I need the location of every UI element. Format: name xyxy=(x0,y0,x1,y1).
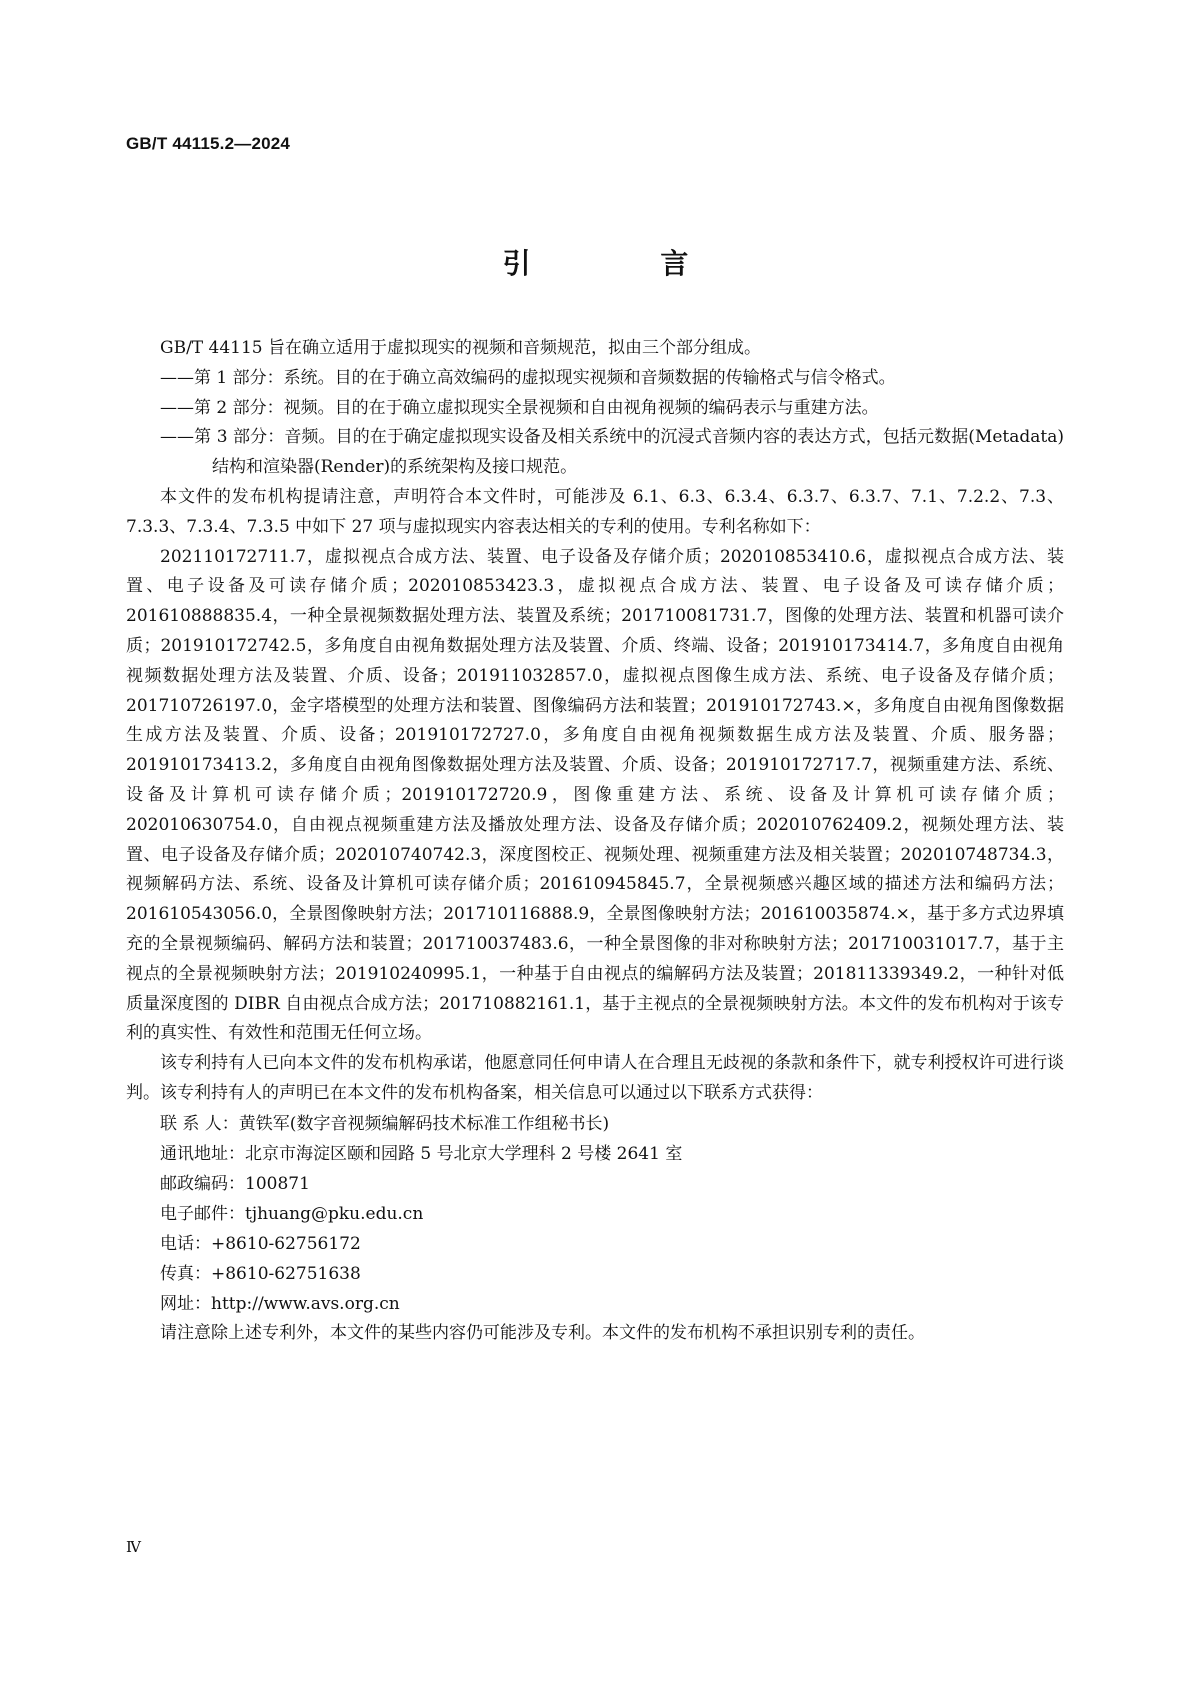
contact-website: 网址：http://www.avs.org.cn xyxy=(160,1293,400,1314)
contact-address: 通讯地址：北京市海淀区颐和园路 5 号北京大学理科 2 号楼 2641 室 xyxy=(160,1143,683,1164)
intro-paragraph: GB/T 44115 旨在确立适用于虚拟现实的视频和音频规范，拟由三个部分组成。 xyxy=(160,338,762,358)
patent-notice-paragraph: 本文件的发布机构提请注意，声明符合本文件时，可能涉及 6.1、6.3、6.3.4、6.3.7、6.3.7、7.1、7.2.2、7.3、7.3.3、7.3.4、7.3.5 中如下 27 项与虚拟现实内容表达相关的专利的使用。专利名称如下： xyxy=(126,486,1064,537)
contact-phone: 电话：+8610-62756172 xyxy=(160,1233,361,1254)
standard-code: GB/T 44115.2—2024 xyxy=(126,134,291,153)
contact-postcode: 邮政编码：100871 xyxy=(160,1173,310,1194)
page-number: Ⅳ xyxy=(126,1538,141,1556)
document-body xyxy=(126,334,1064,1349)
patent-list-paragraph: 202110172711.7，虚拟视点合成方法、装置、电子设备及存储介质；202010853410.6，虚拟视点合成方法、装置、电子设备及可读存储介质；202010853423.3，虚拟视点合成方法、装置、电子设备及可读存储介质；201610888835.4，一种全景视频数据处理方法、装置及系统；201710081731.7，图像的处理方法、装置和机器可读介质；201910172742.5，多角度自由视角数据处理方法及装置、介质、终端、设备；201910173414.7，多角度自由视角视频数据处理方法及装置、介质、设备；201911032857.0，虚拟视点图像生成方法、系统、电子设备及存储介质；201710726197.0，金字塔模型的处理方法和装置、图像编码方法和装置；201910172743.×，多角度自由视角图像数据生成方法及装置、介质、设备；201910172727.0，多角度自由视角视频数据生成方法及装置、介质、服务器；201910173413.2，多角度自由视角图像数据处理方法及装置、介质、设备；201910172717.7，视频重建方法、系统、设备及计算机可读存储介质；201910172720.9，图像重建方法、系统、设备及计算机可读存储介质；202010630754.0，自由视点视频重建方法及播放处理方法、设备及存储介质；202010762409.2，视频处理方法、装置、电子设备及存储介质；202010740742.3，深度图校正、视频处理、视频重建方法及相关装置；202010748734.3，视频解码方法、系统、设备及计算机可读存储介质；201610945845.7，全景视频感兴趣区域的描述方法和编码方法；201610543056.0，全景图像映射方法；201710116888.9，全景图像映射方法；201610035874.×，基于多方式边界填充的全景视频编码、解码方法和装置；201710037483.6，一种全景图像的非对称映射方法；201710031017.7，基于主视点的全景视频映射方法；201910240995.1，一种基于自由视点的编解码方法及装置；201811339349.2，一种针对低质量深度图的 DIBR 自由视点合成方法；201710882161.1，基于主视点的全景视频映射方法。本文件的发布机构对于该专利的真实性、有效性和范围无任何立场。 xyxy=(126,546,1064,1044)
part-3-item: ——第 3 部分：音频。目的在于确定虚拟现实设备及相关系统中的沉浸式音频内容的表达方式，包括元数据(Metadata)结构和渲染器(Render)的系统架构及接口规范。 xyxy=(160,427,1064,478)
closing-paragraph: 请注意除上述专利外，本文件的某些内容仍可能涉及专利。本文件的发布机构不承担识别专利的责任。 xyxy=(160,1322,925,1343)
page-title: 引 言 xyxy=(502,247,749,280)
contact-block xyxy=(126,1109,1064,1319)
contact-fax: 传真：+8610-62751638 xyxy=(160,1263,361,1284)
holder-statement-paragraph: 该专利持有人已向本文件的发布机构承诺，他愿意同任何申请人在合理且无歧视的条款和条件下，就专利授权许可进行谈判。该专利持有人的声明已在本文件的发布机构备案，相关信息可以通过以下联系方式获得： xyxy=(126,1053,1064,1103)
contact-person: 联 系 人：黄铁军(数字音视频编解码技术标准工作组秘书长) xyxy=(160,1113,610,1134)
part-1-item: ——第 1 部分：系统。目的在于确立高效编码的虚拟现实视频和音频数据的传输格式与信令格式。 xyxy=(160,367,896,388)
part-2-item: ——第 2 部分：视频。目的在于确立虚拟现实全景视频和自由视角视频的编码表示与重建方法。 xyxy=(160,397,879,418)
contact-email: 电子邮件：tjhuang@pku.edu.cn xyxy=(160,1203,424,1224)
